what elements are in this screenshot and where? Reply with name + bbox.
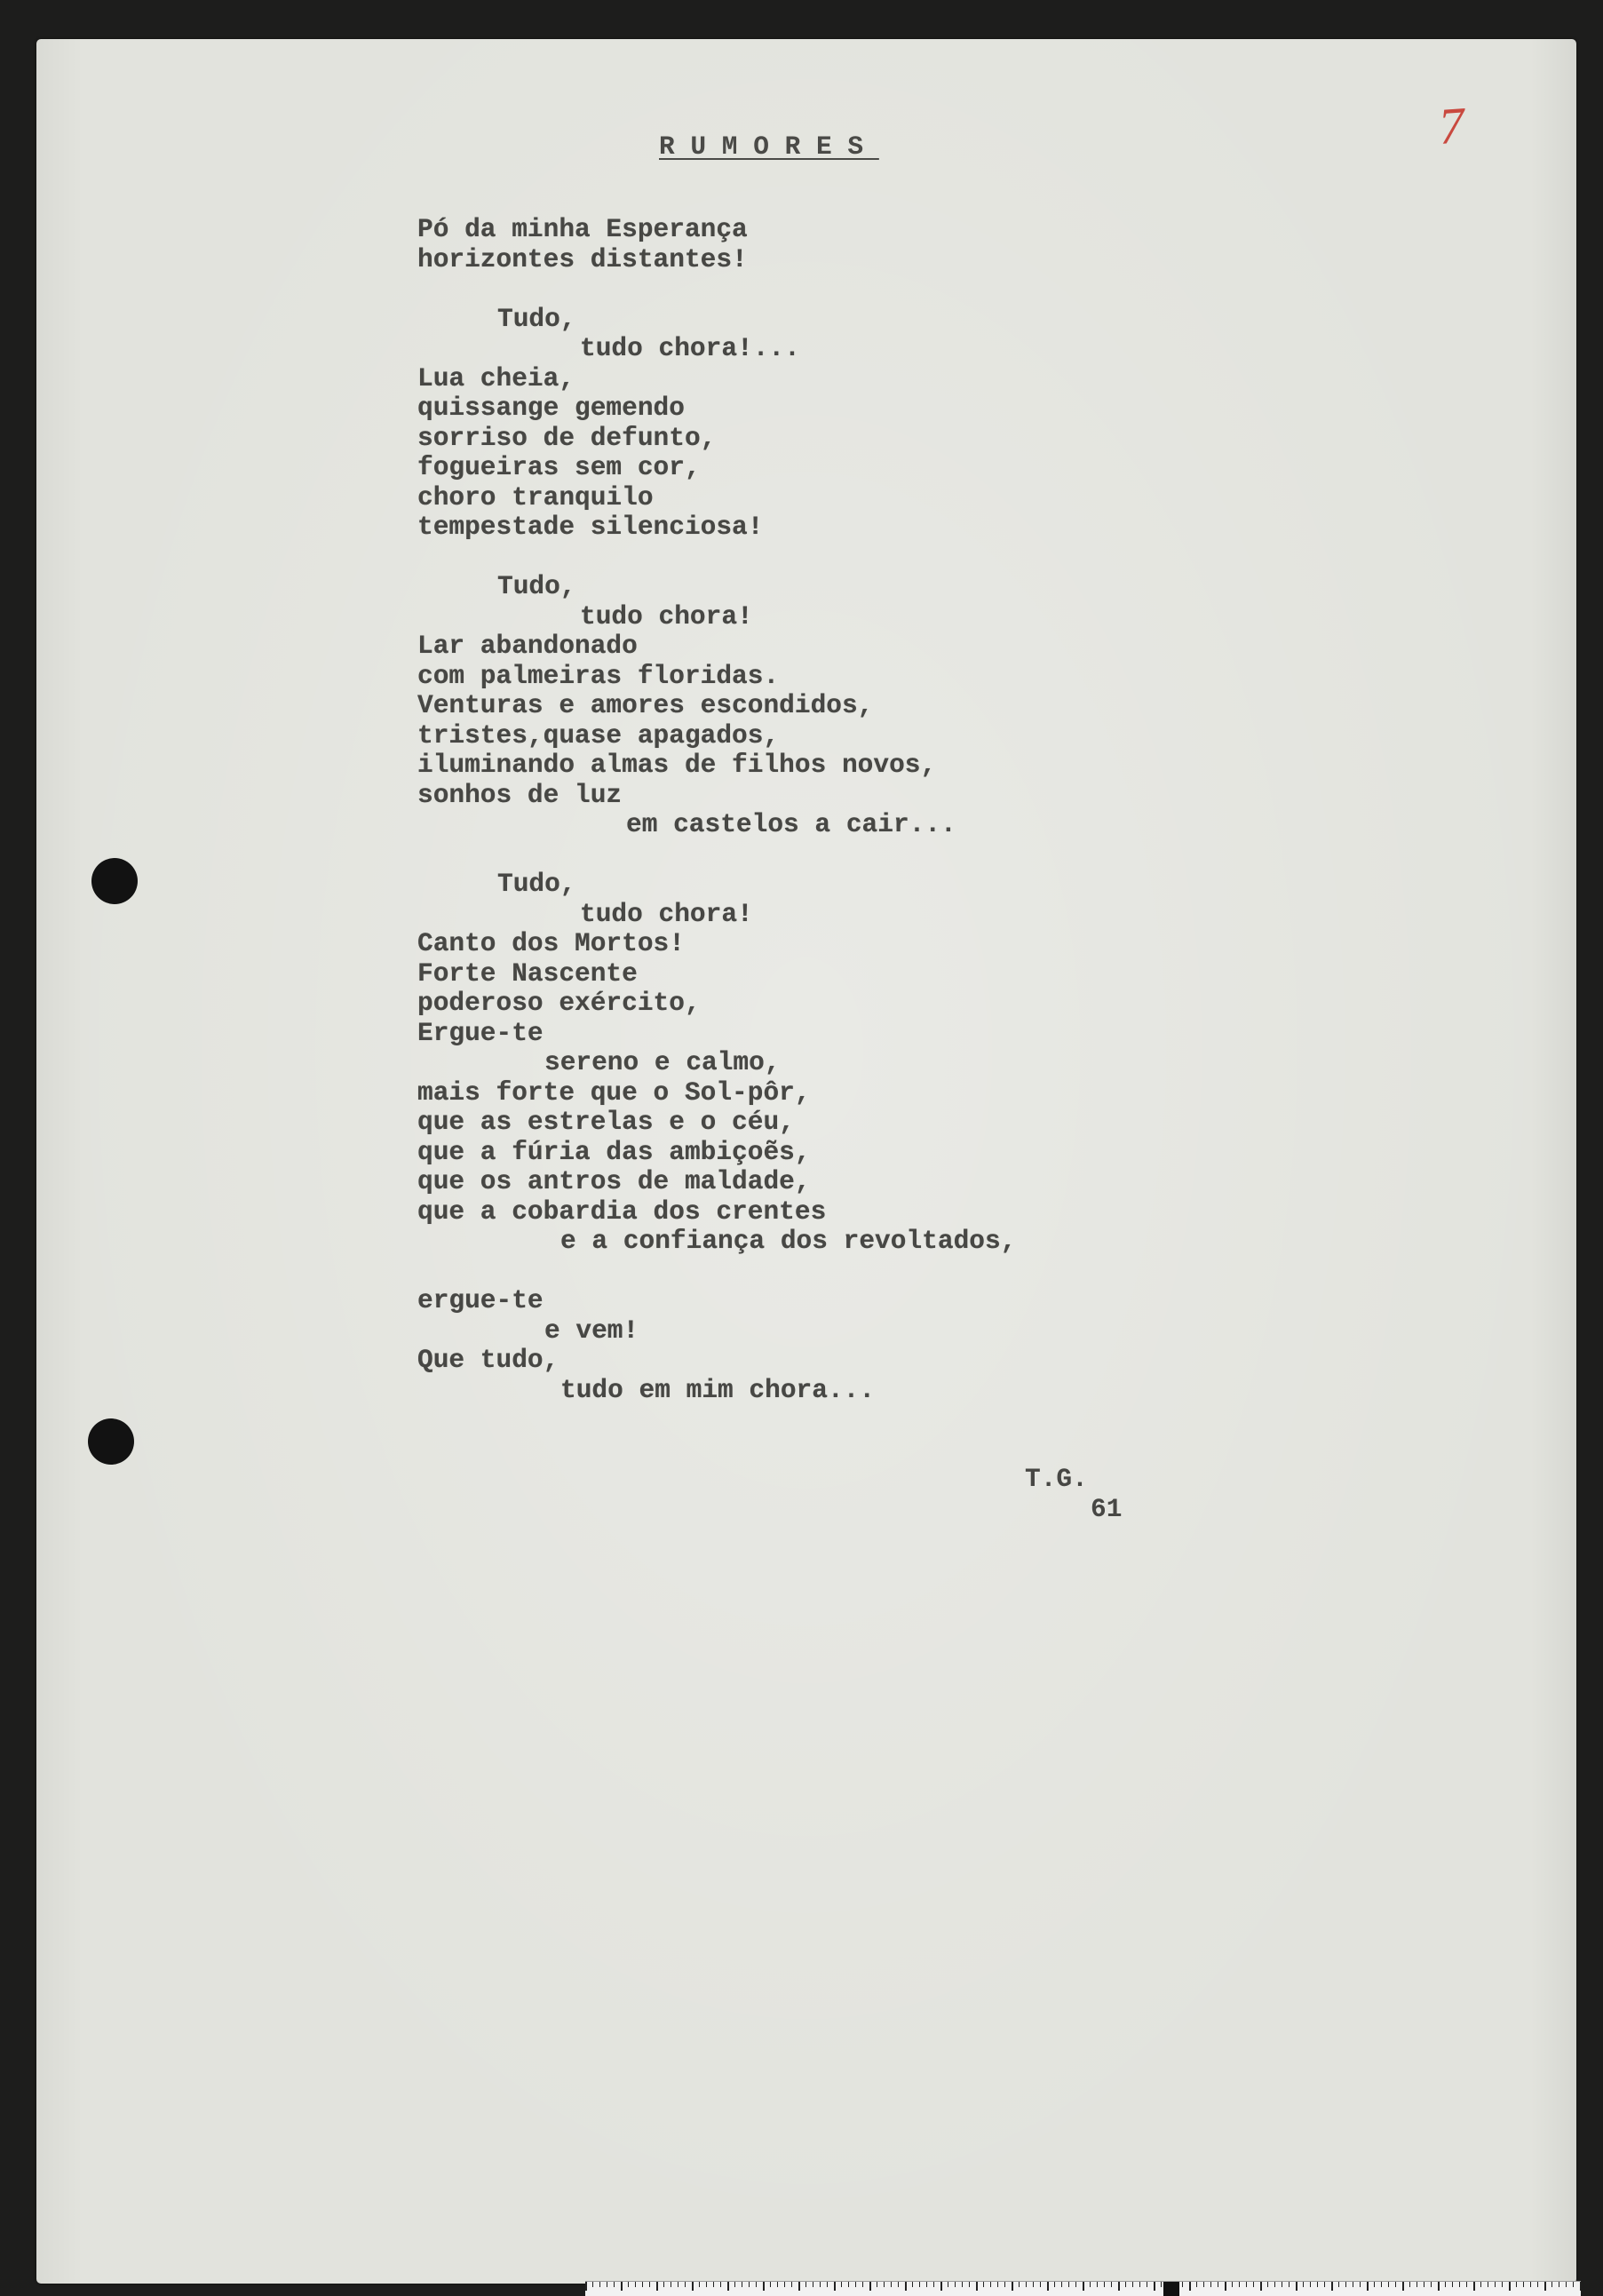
poem-line: com palmeiras floridas. [417, 660, 780, 691]
punch-hole-top [91, 858, 138, 904]
poem-line: tudo chora! [580, 898, 753, 929]
poem-line: que a fúria das ambiçoẽs, [417, 1136, 811, 1167]
poem-line: que a cobardia dos crentes [417, 1196, 827, 1227]
poem-line: poderoso exército, [417, 988, 701, 1018]
poem-line: Lar abandonado [417, 631, 638, 661]
stanza-3 [417, 572, 1128, 840]
author-initials: T.G. [1025, 1464, 1088, 1494]
poem-line: tudo chora! [580, 600, 753, 632]
poem-line: Venturas e amores escondidos, [417, 690, 874, 720]
poem-line: Pó da minha Esperança [417, 214, 748, 244]
poem-line: tempestade silenciosa! [417, 512, 764, 542]
poem-line: tudo em mim chora... [560, 1374, 876, 1405]
poem-line: fogueiras sem cor, [417, 452, 701, 482]
poem-line: Forte Nascente [417, 957, 638, 989]
poem-line: sonhos de luz [417, 779, 623, 810]
poem-title: RUMORES [659, 131, 879, 162]
page-number: 61 [1091, 1494, 1123, 1524]
poem-line: choro tranquilo [417, 481, 654, 512]
scale-ruler [585, 2281, 1581, 2296]
poem-line: Ergue-te [417, 1017, 544, 1048]
poem-line: Tudo, [497, 571, 576, 601]
poem-line: Tudo, [497, 869, 576, 899]
poem-line: mais forte que o Sol-pôr, [417, 1076, 811, 1108]
poem-line: sorriso de defunto, [417, 422, 717, 453]
poem-line: e vem! [544, 1315, 639, 1346]
poem-line: quissange gemendo [417, 393, 685, 423]
stanza-2 [417, 305, 1128, 543]
typewritten-page [36, 39, 1576, 2284]
poem-line: que as estrelas e o céu, [417, 1107, 795, 1137]
poem-line: ergue-te [417, 1285, 544, 1315]
handwritten-page-mark: 7 [1436, 96, 1467, 155]
poem-line: sereno e calmo, [544, 1047, 781, 1077]
poem-line: em castelos a cair... [626, 809, 956, 839]
poem-line: Que tudo, [417, 1345, 559, 1375]
poem-line: Canto dos Mortos! [417, 928, 685, 958]
stanza-5 [417, 1286, 1128, 1405]
poem-body [417, 215, 1128, 1435]
ruler-marker [1163, 2282, 1179, 2296]
poem-line: Lua cheia, [417, 362, 575, 393]
poem-line: que os antros de maldade, [417, 1166, 811, 1196]
stanza-1 [417, 215, 1128, 274]
poem-line: iluminando almas de filhos novos, [417, 750, 937, 780]
poem-line: horizontes distantes! [417, 243, 748, 274]
poem-line: tristes,quase apagados, [417, 719, 780, 751]
poem-line: tudo chora!... [580, 333, 800, 363]
poem-line: e a confiança dos revoltados, [560, 1226, 1017, 1256]
stanza-4 [417, 870, 1128, 1257]
poem-line: Tudo, [497, 303, 576, 334]
punch-hole-bottom [88, 1418, 134, 1465]
